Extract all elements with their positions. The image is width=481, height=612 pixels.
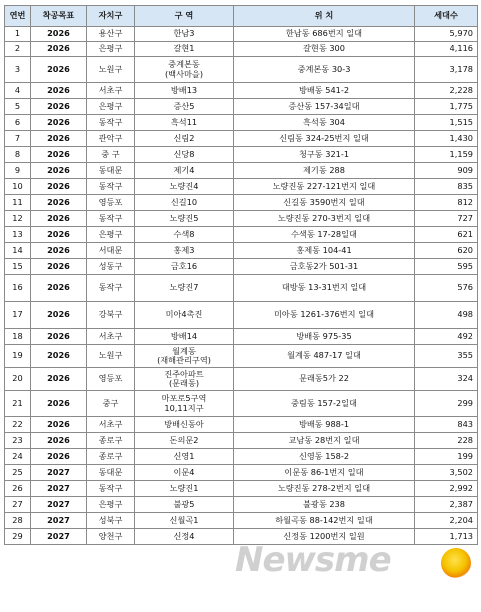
table-row — [5, 497, 478, 513]
zone-name: 신당8 — [135, 147, 234, 163]
zone-name: 노량진7 — [135, 275, 234, 302]
household-count: 199 — [415, 449, 478, 465]
district: 성동구 — [87, 259, 135, 275]
location: 노량진동 270-3번지 일대 — [234, 211, 415, 227]
start-year: 2026 — [31, 259, 87, 275]
table-row — [5, 211, 478, 227]
location: 방배동 541-2 — [234, 83, 415, 99]
table-row — [5, 99, 478, 115]
district: 노원구 — [87, 345, 135, 368]
table-row — [5, 513, 478, 529]
location: 금호동2가 501-31 — [234, 259, 415, 275]
district: 동작구 — [87, 115, 135, 131]
start-year: 2026 — [31, 302, 87, 329]
household-count: 843 — [415, 417, 478, 433]
zone-name: 진주아파트 (문래동) — [135, 368, 234, 391]
start-year: 2026 — [31, 275, 87, 302]
location: 방배동 988-1 — [234, 417, 415, 433]
row-number: 18 — [5, 329, 31, 345]
zone-name: 수색8 — [135, 227, 234, 243]
location: 신길동 3590번지 일대 — [234, 195, 415, 211]
location: 수색동 17-28일대 — [234, 227, 415, 243]
household-count: 620 — [415, 243, 478, 259]
district: 영등포 — [87, 368, 135, 391]
district: 강북구 — [87, 302, 135, 329]
header-households: 세대수 — [415, 6, 478, 27]
zone-name: 노량진1 — [135, 481, 234, 497]
location: 흑석동 304 — [234, 115, 415, 131]
start-year: 2026 — [31, 99, 87, 115]
zone-name: 홍제3 — [135, 243, 234, 259]
district: 서초구 — [87, 417, 135, 433]
location: 홍제동 104-41 — [234, 243, 415, 259]
location: 월계동 487-17 일대 — [234, 345, 415, 368]
start-year: 2026 — [31, 163, 87, 179]
household-count: 228 — [415, 433, 478, 449]
household-count: 1,515 — [415, 115, 478, 131]
row-number: 24 — [5, 449, 31, 465]
start-year: 2026 — [31, 57, 87, 83]
location: 노량진동 278-2번지 일대 — [234, 481, 415, 497]
location: 방배동 975-35 — [234, 329, 415, 345]
household-count: 812 — [415, 195, 478, 211]
row-number: 19 — [5, 345, 31, 368]
row-number: 11 — [5, 195, 31, 211]
row-number: 16 — [5, 275, 31, 302]
start-year: 2027 — [31, 481, 87, 497]
row-number: 7 — [5, 131, 31, 147]
start-year: 2027 — [31, 497, 87, 513]
start-year: 2027 — [31, 465, 87, 481]
table-row — [5, 391, 478, 417]
location: 제기동 288 — [234, 163, 415, 179]
start-year: 2026 — [31, 368, 87, 391]
start-year: 2026 — [31, 391, 87, 417]
row-number: 5 — [5, 99, 31, 115]
district: 서초구 — [87, 83, 135, 99]
zone-name: 제기4 — [135, 163, 234, 179]
row-number: 3 — [5, 57, 31, 83]
row-number: 21 — [5, 391, 31, 417]
district: 동대문 — [87, 465, 135, 481]
redevelopment-table — [4, 5, 478, 545]
district: 서초구 — [87, 329, 135, 345]
location: 중계본동 30-3 — [234, 57, 415, 83]
district: 용산구 — [87, 27, 135, 42]
start-year: 2026 — [31, 243, 87, 259]
zone-name: 방배13 — [135, 83, 234, 99]
household-count: 909 — [415, 163, 478, 179]
household-count: 5,970 — [415, 27, 478, 42]
table-row — [5, 368, 478, 391]
table-row — [5, 529, 478, 545]
zone-name: 한남3 — [135, 27, 234, 42]
header-no: 연번 — [5, 6, 31, 27]
table-row — [5, 275, 478, 302]
table-row — [5, 302, 478, 329]
district: 동작구 — [87, 211, 135, 227]
location: 신림동 324-25번지 일대 — [234, 131, 415, 147]
zone-name: 신영1 — [135, 449, 234, 465]
table-row — [5, 163, 478, 179]
row-number: 12 — [5, 211, 31, 227]
header-zone: 구 역 — [135, 6, 234, 27]
household-count: 324 — [415, 368, 478, 391]
row-number: 25 — [5, 465, 31, 481]
household-count: 1,713 — [415, 529, 478, 545]
location: 증산동 157-34일대 — [234, 99, 415, 115]
location: 청구동 321-1 — [234, 147, 415, 163]
location: 중림동 157-2일대 — [234, 391, 415, 417]
start-year: 2026 — [31, 329, 87, 345]
district: 동작구 — [87, 275, 135, 302]
table-row — [5, 42, 478, 57]
table-row — [5, 83, 478, 99]
zone-name: 불광5 — [135, 497, 234, 513]
row-number: 23 — [5, 433, 31, 449]
district: 동대문 — [87, 163, 135, 179]
table-row — [5, 329, 478, 345]
row-number: 1 — [5, 27, 31, 42]
start-year: 2027 — [31, 513, 87, 529]
start-year: 2027 — [31, 529, 87, 545]
header-district: 자치구 — [87, 6, 135, 27]
start-year: 2026 — [31, 433, 87, 449]
household-count: 595 — [415, 259, 478, 275]
sun-logo-icon — [441, 548, 471, 578]
row-number: 10 — [5, 179, 31, 195]
start-year: 2026 — [31, 27, 87, 42]
household-count: 2,387 — [415, 497, 478, 513]
table-row — [5, 433, 478, 449]
district: 은평구 — [87, 42, 135, 57]
zone-name: 돈의문2 — [135, 433, 234, 449]
table-row — [5, 345, 478, 368]
district: 서대문 — [87, 243, 135, 259]
household-count: 3,502 — [415, 465, 478, 481]
row-number: 14 — [5, 243, 31, 259]
district: 은평구 — [87, 497, 135, 513]
start-year: 2026 — [31, 42, 87, 57]
start-year: 2026 — [31, 195, 87, 211]
zone-name: 월계동 (재해관리구역) — [135, 345, 234, 368]
location: 이문동 86-1번지 일대 — [234, 465, 415, 481]
row-number: 8 — [5, 147, 31, 163]
start-year: 2026 — [31, 147, 87, 163]
location: 문래동5가 22 — [234, 368, 415, 391]
location: 신영동 158-2 — [234, 449, 415, 465]
row-number: 2 — [5, 42, 31, 57]
household-count: 3,178 — [415, 57, 478, 83]
table-row — [5, 27, 478, 42]
header-location: 위 치 — [234, 6, 415, 27]
district: 동작구 — [87, 481, 135, 497]
zone-name: 신림2 — [135, 131, 234, 147]
household-count: 576 — [415, 275, 478, 302]
zone-name: 금호16 — [135, 259, 234, 275]
household-count: 492 — [415, 329, 478, 345]
location: 교남동 28번지 일대 — [234, 433, 415, 449]
location: 노량진동 227-121번지 일대 — [234, 179, 415, 195]
district: 성북구 — [87, 513, 135, 529]
start-year: 2026 — [31, 83, 87, 99]
district: 관악구 — [87, 131, 135, 147]
start-year: 2026 — [31, 417, 87, 433]
zone-name: 갈현1 — [135, 42, 234, 57]
row-number: 15 — [5, 259, 31, 275]
table-body — [5, 27, 478, 545]
row-number: 27 — [5, 497, 31, 513]
district: 동작구 — [87, 179, 135, 195]
household-count: 498 — [415, 302, 478, 329]
row-number: 13 — [5, 227, 31, 243]
household-count: 2,992 — [415, 481, 478, 497]
table-row — [5, 195, 478, 211]
table-row — [5, 147, 478, 163]
district: 중구 — [87, 391, 135, 417]
zone-name: 신길10 — [135, 195, 234, 211]
zone-name: 신월곡1 — [135, 513, 234, 529]
start-year: 2026 — [31, 449, 87, 465]
start-year: 2026 — [31, 211, 87, 227]
table-row — [5, 449, 478, 465]
table-row — [5, 417, 478, 433]
location: 갈현동 300 — [234, 42, 415, 57]
household-count: 355 — [415, 345, 478, 368]
location: 하월곡동 88-142번지 일대 — [234, 513, 415, 529]
start-year: 2026 — [31, 227, 87, 243]
household-count: 299 — [415, 391, 478, 417]
district: 은평구 — [87, 99, 135, 115]
zone-name: 이문4 — [135, 465, 234, 481]
household-count: 835 — [415, 179, 478, 195]
household-count: 4,116 — [415, 42, 478, 57]
location: 대방동 13-31번지 일대 — [234, 275, 415, 302]
location: 미아동 1261-376번지 일대 — [234, 302, 415, 329]
table-row — [5, 465, 478, 481]
household-count: 1,430 — [415, 131, 478, 147]
household-count: 2,204 — [415, 513, 478, 529]
location: 한남동 686번지 일대 — [234, 27, 415, 42]
district: 중 구 — [87, 147, 135, 163]
household-count: 1,775 — [415, 99, 478, 115]
row-number: 9 — [5, 163, 31, 179]
district: 영등포 — [87, 195, 135, 211]
row-number: 28 — [5, 513, 31, 529]
zone-name: 증산5 — [135, 99, 234, 115]
start-year: 2026 — [31, 115, 87, 131]
zone-name: 노량진4 — [135, 179, 234, 195]
row-number: 22 — [5, 417, 31, 433]
row-number: 26 — [5, 481, 31, 497]
zone-name: 신정4 — [135, 529, 234, 545]
district: 종로구 — [87, 433, 135, 449]
start-year: 2026 — [31, 179, 87, 195]
district: 양천구 — [87, 529, 135, 545]
zone-name: 마포로5구역 10,11지구 — [135, 391, 234, 417]
start-year: 2026 — [31, 131, 87, 147]
table-row — [5, 259, 478, 275]
location: 신정동 1200번지 일원 — [234, 529, 415, 545]
household-count: 1,159 — [415, 147, 478, 163]
header-start-year: 착공목표 — [31, 6, 87, 27]
location: 불광동 238 — [234, 497, 415, 513]
table-row — [5, 227, 478, 243]
watermark-logo: Newsme — [235, 540, 391, 580]
header-row — [5, 6, 478, 27]
household-count: 2,228 — [415, 83, 478, 99]
table-row — [5, 243, 478, 259]
start-year: 2026 — [31, 345, 87, 368]
row-number: 6 — [5, 115, 31, 131]
zone-name: 흑석11 — [135, 115, 234, 131]
row-number: 17 — [5, 302, 31, 329]
district: 종로구 — [87, 449, 135, 465]
zone-name: 방배신동아 — [135, 417, 234, 433]
row-number: 29 — [5, 529, 31, 545]
table-row — [5, 115, 478, 131]
zone-name: 노량진5 — [135, 211, 234, 227]
zone-name: 중계본동 (백사마을) — [135, 57, 234, 83]
household-count: 621 — [415, 227, 478, 243]
row-number: 20 — [5, 368, 31, 391]
zone-name: 방배14 — [135, 329, 234, 345]
household-count: 727 — [415, 211, 478, 227]
table-row — [5, 481, 478, 497]
table-row — [5, 131, 478, 147]
district: 은평구 — [87, 227, 135, 243]
table-row — [5, 179, 478, 195]
row-number: 4 — [5, 83, 31, 99]
district: 노원구 — [87, 57, 135, 83]
zone-name: 미아4촉진 — [135, 302, 234, 329]
table-row — [5, 57, 478, 83]
